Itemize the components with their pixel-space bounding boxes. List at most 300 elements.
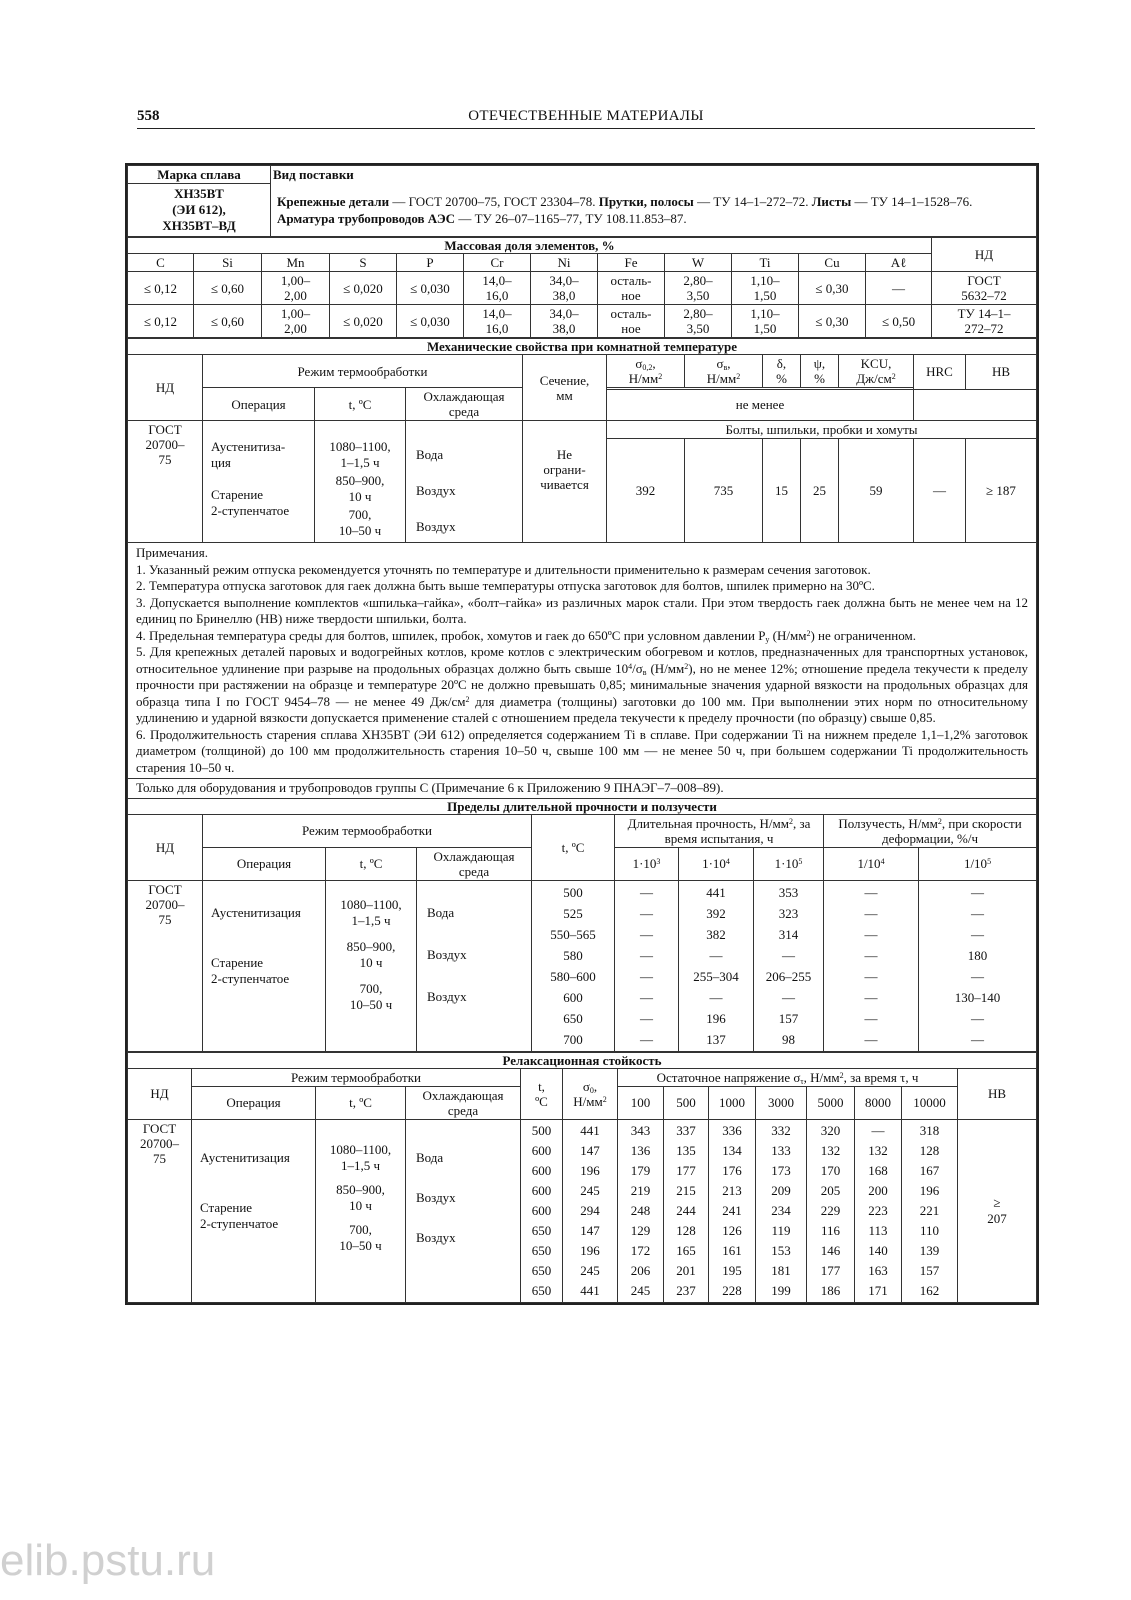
relax-cell: 234 <box>771 1202 791 1218</box>
relax-cooling <box>406 1119 521 1302</box>
material-datasheet <box>125 163 1039 1305</box>
composition-value: 14,0– 16,0 <box>464 272 531 305</box>
relax-cell: 294 <box>580 1202 600 1218</box>
relax-cell: 199 <box>771 1282 791 1298</box>
relax-cell: 500 <box>531 1122 552 1138</box>
relax-cell: 181 <box>771 1262 791 1278</box>
header-text: , за время τ, ч <box>843 1069 919 1085</box>
unit: Н/мм <box>706 371 737 386</box>
creep-cell: — <box>782 989 795 1005</box>
sigma-symbol: σ <box>582 1078 590 1094</box>
composition-value: 34,0– 38,0 <box>531 305 598 338</box>
creep-cell: 206–255 <box>765 968 812 984</box>
relax-cell: 336 <box>722 1122 742 1138</box>
mech-operations <box>203 421 315 543</box>
temp-regime: 850–900, 10 ч <box>336 1181 385 1213</box>
spacer <box>914 389 1037 420</box>
creep-cell: — <box>864 1010 878 1026</box>
note-text: для диаметра (толщины) заготовки до 100 мм. При выполнении этих норм по относительному удлинению и ударной вязкости допускается применение сталей с отношением предела текучести к пределу прочности (по образцу) свыше 0,85. <box>136 693 1028 725</box>
relax-temps <box>316 1119 406 1302</box>
relax-temp-header: t, ºC <box>316 1086 406 1119</box>
element-header: Fe <box>598 254 665 272</box>
element-header: S <box>330 254 397 272</box>
header-text: 1·10 <box>774 856 799 871</box>
creep-cell: — <box>864 968 878 984</box>
header-text: Длительная прочность, Н/мм <box>627 815 789 831</box>
creep-cell: 255–304 <box>693 968 739 984</box>
mech-hrc-value: — <box>914 439 966 543</box>
relax-cell: 441 <box>580 1282 600 1298</box>
relax-cell: 161 <box>722 1242 742 1258</box>
mechanical-table <box>127 338 1037 543</box>
cooling-medium: Вода <box>416 447 444 462</box>
element-header: Ti <box>732 254 799 272</box>
grade-table <box>127 165 1037 237</box>
creep-cell: — <box>640 947 653 963</box>
relax-cell: 215 <box>676 1182 696 1198</box>
composition-value: 1,00– 2,00 <box>262 272 330 305</box>
composition-value: 14,0– 16,0 <box>464 305 531 338</box>
composition-value: ≤ 0,12 <box>128 272 194 305</box>
relax-cell: 219 <box>630 1182 651 1198</box>
relax-cell: 221 <box>919 1202 940 1218</box>
sigma-symbol: σ <box>635 356 643 371</box>
relaxation-table <box>127 1052 1037 1303</box>
mech-reduction-value: 25 <box>801 439 839 543</box>
composition-table <box>127 237 1037 338</box>
relax-cell: 650 <box>531 1242 552 1258</box>
relax-col-t <box>521 1119 563 1302</box>
relax-col-5000 <box>807 1119 855 1302</box>
note-item: 6. Продолжительность старения сплава ХН35ВТ (ЭИ 612) определяется содержанием Ti в сплаве. При содержании Ti на нижнем пределе 1,1–1,2% заготовок диаметром (толщиной) до 100 мм продолжительность старения 10–50 ч, свыше 100 мм — не менее 50 ч, при большем содержании Ti продолжительность старения 10–50 ч. <box>136 726 1028 775</box>
grade-name: ХН35ВТ <box>174 186 224 201</box>
cooling-medium: Воздух <box>427 988 467 1004</box>
composition-nd-header: НД <box>932 238 1037 272</box>
creep-cell: — <box>864 947 878 963</box>
operation-aging: Старение 2-ступенчатое <box>211 487 290 518</box>
header-text: , за время испытания, ч <box>664 815 811 846</box>
composition-nd: ТУ 14–1– 272–72 <box>932 305 1037 338</box>
creep-temp-header: t, ºC <box>326 847 417 880</box>
relax-cell: 139 <box>919 1242 940 1258</box>
relax-cell: 177 <box>820 1262 841 1278</box>
composition-value: — <box>866 272 932 305</box>
relax-operations <box>192 1119 316 1302</box>
relax-cell: 600 <box>531 1182 552 1198</box>
creep-cell: 525 <box>563 905 583 921</box>
relax-nd-value: ГОСТ 20700– 75 <box>128 1119 192 1302</box>
creep-cell: 700 <box>563 1031 583 1047</box>
mech-operation-header: Операция <box>203 388 315 421</box>
creep-cell: — <box>971 968 984 984</box>
superscript: 2 <box>736 372 741 381</box>
relax-cell: 248 <box>630 1202 651 1218</box>
creep-cell: 130–140 <box>954 989 1001 1005</box>
relax-cell: 229 <box>820 1202 841 1218</box>
cooling-medium: Вода <box>427 904 455 920</box>
mech-tensile-header: $\sigma_в$, $Н/мм^2$ <box>685 355 763 388</box>
relax-time-header: 1000 <box>709 1086 756 1119</box>
unit: Н/мм <box>573 1093 603 1109</box>
creep-col-t <box>532 880 615 1051</box>
creep-cell: 323 <box>778 905 799 921</box>
creep-cell: 180 <box>967 947 988 963</box>
mech-reduction-header: ψ, % <box>801 355 839 388</box>
composition-value: 2,80– 3,50 <box>665 272 732 305</box>
relax-cell: 116 <box>820 1222 841 1238</box>
composition-value: ≤ 0,020 <box>330 305 397 338</box>
temp-regime: 1080–1100, 1–1,5 ч <box>340 896 402 928</box>
creep-col-1e5 <box>754 880 824 1051</box>
creep-cell: 353 <box>778 884 799 900</box>
relaxation-title: Релаксационная стойкость <box>128 1052 1037 1068</box>
creep-operation-header: Операция <box>203 847 326 880</box>
creep-cell: 650 <box>563 1010 583 1026</box>
subscript: τ <box>800 1076 804 1086</box>
note-text: (Н/мм <box>646 660 685 676</box>
relax-regime-header: Режим термообработки <box>192 1068 521 1086</box>
creep-cell: — <box>640 989 653 1005</box>
creep-cell: — <box>709 989 723 1005</box>
composition-nd: ГОСТ 5632–72 <box>932 272 1037 305</box>
relax-time-header: 100 <box>618 1086 664 1119</box>
relax-cell: 650 <box>531 1282 552 1298</box>
temp-regime: 700, 10–50 ч <box>338 507 382 538</box>
element-header: Mn <box>262 254 330 272</box>
superscript: 5 <box>987 857 992 866</box>
running-title: ОТЕЧЕСТВЕННЫЕ МАТЕРИАЛЫ <box>468 108 704 124</box>
mech-yield-header: $\sigma_{0,2}$, $Н/мм^2$ <box>607 355 685 388</box>
relax-cell: 245 <box>630 1282 651 1298</box>
creep-cell: — <box>971 1010 984 1026</box>
relax-cell: 209 <box>771 1182 791 1198</box>
relax-cell: 343 <box>630 1122 651 1138</box>
relax-cell: 135 <box>676 1142 696 1158</box>
relax-cell: 165 <box>676 1242 696 1258</box>
superscript: 2 <box>891 372 896 381</box>
relax-cell: 245 <box>580 1262 600 1278</box>
supply-text <box>271 184 1037 237</box>
relax-cell: 173 <box>771 1162 791 1178</box>
relax-cell: 213 <box>722 1182 742 1198</box>
temp-regime: 700, 10–50 ч <box>339 1221 382 1253</box>
relax-cell: 600 <box>531 1142 552 1158</box>
mech-cooling-header: Охлаждающая среда <box>406 388 523 421</box>
note-text: /σ <box>632 660 643 676</box>
relax-cell: 196 <box>919 1182 940 1198</box>
creep-cell: — <box>971 884 984 900</box>
creep-col-rate-1e4 <box>824 880 919 1051</box>
relax-cell: 146 <box>820 1242 841 1258</box>
composition-title: Массовая доля элементов, % <box>128 238 932 254</box>
relax-cell: 650 <box>531 1262 552 1278</box>
note-item: 3. Допускается выполнение комплектов «шпилька–гайка», «болт–гайка» из различных марок стали. При этом твердость гаек должна быть не менее чем на 12 единиц по Бринеллю (НВ) ниже твердости шпильки, болта. <box>136 594 1028 626</box>
relax-cell: 600 <box>531 1202 552 1218</box>
composition-value: ≤ 0,60 <box>194 272 262 305</box>
creep-cell: — <box>640 884 653 900</box>
creep-cell: 314 <box>778 926 799 942</box>
relax-cell: 320 <box>820 1122 841 1138</box>
relax-cell: 136 <box>630 1142 651 1158</box>
element-header: Si <box>194 254 262 272</box>
composition-value: 1,10– 1,50 <box>732 305 799 338</box>
creep-cell: — <box>640 926 653 942</box>
supply-item-standard: — ТУ 14–1–1528–76. <box>851 193 973 209</box>
relax-cell: 113 <box>868 1222 888 1238</box>
grade-name: ХН35ВТ–ВД <box>162 218 236 233</box>
mech-nd-header: НД <box>128 355 203 421</box>
creep-col-header <box>615 847 679 880</box>
element-header: W <box>665 254 732 272</box>
creep-cell: — <box>971 1031 984 1047</box>
relax-cell: 147 <box>580 1142 600 1158</box>
creep-col-rate-1e5 <box>919 880 1037 1051</box>
supply-item-name: Арматура трубопроводов АЭС <box>277 210 456 226</box>
notes-footer: Только для оборудования и трубопроводов группы С (Примечание 6 к Приложению 9 ПНАЭГ–7–008–89). <box>127 778 1037 798</box>
relax-t-header: t, ºC <box>521 1068 563 1119</box>
watermark: elib.pstu.ru <box>0 1536 216 1585</box>
relax-cell: 132 <box>820 1142 841 1158</box>
creep-cell: — <box>971 905 984 921</box>
element-header: Ni <box>531 254 598 272</box>
relax-col-s0 <box>563 1119 618 1302</box>
composition-value: ≤ 0,030 <box>397 305 464 338</box>
relax-cell: 318 <box>919 1122 940 1138</box>
temp-regime: 700, 10–50 ч <box>349 980 393 1012</box>
superscript: 3 <box>656 857 661 866</box>
header-text: , Н/мм <box>803 1069 840 1085</box>
superscript: 2 <box>839 1070 844 1080</box>
temp-regime: 1080–1100, 1–1,5 ч <box>329 439 391 470</box>
creep-cooling-header: Охлаждающая среда <box>417 847 532 880</box>
creep-cell: 580–600 <box>550 968 596 984</box>
creep-cell: — <box>971 926 984 942</box>
subscript: у <box>765 634 770 644</box>
composition-value: 34,0– 38,0 <box>531 272 598 305</box>
relax-cell: 650 <box>531 1222 552 1238</box>
composition-value: осталь- ное <box>598 305 665 338</box>
creep-cell: — <box>864 905 878 921</box>
superscript: 5 <box>798 857 803 866</box>
creep-cell: 157 <box>778 1010 799 1026</box>
relax-col-3000 <box>756 1119 807 1302</box>
relax-cell: 128 <box>676 1222 696 1238</box>
creep-t-header: t, ºC <box>532 814 615 880</box>
relax-cell: 153 <box>771 1242 791 1258</box>
mech-hrc-header: HRC <box>914 355 966 390</box>
supply-item-standard: — ГОСТ 20700–75, ГОСТ 23304–78. <box>389 193 599 209</box>
relax-cell: 245 <box>580 1182 600 1198</box>
element-header: P <box>397 254 464 272</box>
relax-time-header: 500 <box>664 1086 709 1119</box>
note-item: 1. Указанный режим отпуска рекомендуется уточнять по температуре и длительности применительно к размерам сечения заготовок. <box>136 561 871 577</box>
cooling-medium: Воздух <box>416 1189 456 1205</box>
superscript: 2 <box>684 661 689 671</box>
creep-cell: 550–565 <box>550 926 596 942</box>
element-header: C <box>128 254 194 272</box>
composition-value: 2,80– 3,50 <box>665 305 732 338</box>
creep-temps <box>326 880 417 1051</box>
creep-operations <box>203 880 326 1051</box>
mech-kcu-value: 59 <box>839 439 914 543</box>
mech-cooling <box>406 421 523 543</box>
relax-cell: 337 <box>676 1122 696 1138</box>
superscript: 4 <box>628 661 633 671</box>
relax-col-500 <box>664 1119 709 1302</box>
operation-austenitization: Аустенитизация <box>200 1149 290 1165</box>
relax-cell: 195 <box>722 1262 742 1278</box>
header-text: Ползучесть, Н/мм <box>838 815 938 831</box>
superscript: 2 <box>658 372 663 381</box>
relax-time-header: 10000 <box>902 1086 958 1119</box>
creep-col-header <box>824 847 919 880</box>
unit: Дж/см <box>856 371 892 386</box>
relax-cell: 441 <box>580 1122 600 1138</box>
grade-label: Марка сплава <box>128 166 271 184</box>
creep-col-1e3 <box>615 880 679 1051</box>
notes-title: Примечания. <box>136 545 208 560</box>
note-text: ), но не менее 12%; отношение предела текучести к пределу прочности при растяжении на образце и температуре 20ºC не должно превышать 0,85; минимальные значения ударной вязкости на продольных образцах для образца типа I по ГОСТ 9454–78 — не менее 49 Дж/см <box>136 660 1028 709</box>
creep-cell: — <box>864 1031 878 1047</box>
relax-cell: 132 <box>868 1142 888 1158</box>
relax-cell: 168 <box>868 1162 888 1178</box>
relax-cell: 162 <box>919 1282 940 1298</box>
relax-cell: 133 <box>771 1142 791 1158</box>
mech-not-less: не менее <box>607 389 914 420</box>
cooling-medium: Воздух <box>416 1229 456 1245</box>
subscript: 0,2 <box>642 363 653 372</box>
relax-cell: 126 <box>722 1222 742 1238</box>
relax-cooling-header: Охлаждающая среда <box>406 1086 521 1119</box>
creep-cell: 137 <box>706 1031 726 1047</box>
mech-elongation-header: δ, % <box>763 355 801 388</box>
creep-cell: — <box>640 905 653 921</box>
superscript: 2 <box>789 816 793 826</box>
creep-cell: — <box>640 968 653 984</box>
creep-cell: — <box>640 1010 653 1026</box>
creep-nd-header: НД <box>128 814 203 880</box>
creep-col-header <box>679 847 754 880</box>
subscript: в <box>642 667 647 677</box>
relax-cell: 170 <box>820 1162 841 1178</box>
creep-creep-header <box>824 814 1037 847</box>
relax-time-header: 8000 <box>855 1086 902 1119</box>
mech-temps <box>315 421 406 543</box>
creep-nd-value: ГОСТ 20700– 75 <box>128 880 203 1051</box>
mech-section-header: Сечение, мм <box>523 355 607 421</box>
relax-cell: 110 <box>919 1222 940 1238</box>
relax-hb-value: ≥ 207 <box>958 1119 1037 1302</box>
creep-cell: — <box>864 989 878 1005</box>
supply-item-name: Прутки, полосы <box>598 193 694 209</box>
notes <box>127 543 1037 778</box>
subscript: в <box>723 363 728 372</box>
header-text: 1·10 <box>632 856 657 871</box>
note-text: ) не ограниченном. <box>810 627 916 643</box>
composition-value: ≤ 0,30 <box>799 272 866 305</box>
creep-cell: 441 <box>706 884 726 900</box>
mech-section-value: Не ограни- чивается <box>523 421 607 543</box>
relax-cell: 223 <box>868 1202 888 1218</box>
superscript: 2 <box>465 694 470 704</box>
relax-cell: — <box>871 1122 885 1138</box>
superscript: 4 <box>880 857 885 866</box>
mechanical-title: Механические свойства при комнатной температуре <box>128 339 1037 355</box>
header-text: 1·10 <box>702 856 726 871</box>
creep-title: Пределы длительной прочности и ползучести <box>128 798 1037 814</box>
relax-cell: 206 <box>630 1262 651 1278</box>
relax-cell: 332 <box>771 1122 791 1138</box>
element-header: Aℓ <box>866 254 932 272</box>
relax-cell: 228 <box>722 1282 742 1298</box>
composition-value: 1,00– 2,00 <box>262 305 330 338</box>
composition-value: ≤ 0,50 <box>866 305 932 338</box>
cooling-medium: Воздух <box>416 519 456 534</box>
composition-value: ≤ 0,12 <box>128 305 194 338</box>
superscript: 2 <box>937 816 942 826</box>
mech-nd-value: ГОСТ 20700– 75 <box>128 421 203 543</box>
element-header: Cr <box>464 254 531 272</box>
creep-cell: — <box>864 884 878 900</box>
supply-item-standard: — ТУ 14–1–272–72. <box>693 193 812 209</box>
supply-item-standard: — ТУ 26–07–1165–77, ТУ 108.11.853–87. <box>455 210 687 226</box>
relax-cell: 186 <box>820 1282 841 1298</box>
cooling-medium: Воздух <box>416 483 456 498</box>
relax-cell: 147 <box>580 1222 600 1238</box>
relax-cell: 200 <box>868 1182 888 1198</box>
creep-cell: 580 <box>563 947 583 963</box>
operation-aging: Старение 2-ступенчатое <box>211 954 290 986</box>
mech-regime-header: Режим термообработки <box>203 355 523 388</box>
composition-value: ≤ 0,60 <box>194 305 262 338</box>
relax-operation-header: Операция <box>192 1086 316 1119</box>
creep-regime-header: Режим термообработки <box>203 814 532 847</box>
relax-cell: 179 <box>630 1162 651 1178</box>
creep-cell: — <box>782 947 795 963</box>
mech-tensile-value: 735 <box>685 439 763 543</box>
superscript: 2 <box>806 628 811 638</box>
creep-cell: 382 <box>706 926 726 942</box>
creep-cell: 196 <box>706 1010 726 1026</box>
relax-cell: 177 <box>676 1162 696 1178</box>
supply-item-name: Крепежные детали <box>277 193 390 209</box>
note-text: (Н/мм <box>769 627 807 643</box>
superscript: 4 <box>725 857 730 866</box>
creep-cell: — <box>864 926 878 942</box>
composition-value: ≤ 0,020 <box>330 272 397 305</box>
relax-col-1000 <box>709 1119 756 1302</box>
relax-cell: 205 <box>820 1182 841 1198</box>
relax-cell: 157 <box>919 1262 940 1278</box>
mech-yield-value: 392 <box>607 439 685 543</box>
element-header: Cu <box>799 254 866 272</box>
header-text: , при скорости деформации, %/ч <box>881 815 1022 846</box>
relax-cell: 140 <box>868 1242 888 1258</box>
composition-value: ≤ 0,030 <box>397 272 464 305</box>
mech-elongation-value: 15 <box>763 439 801 543</box>
relax-time-header: 3000 <box>756 1086 807 1119</box>
relax-cell: 237 <box>676 1282 696 1298</box>
supply-item-name: Листы <box>811 193 852 209</box>
cooling-medium: Вода <box>416 1149 444 1165</box>
creep-col-header <box>919 847 1037 880</box>
note-text: 4. Предельная температура среды для болтов, шпилек, пробок, хомутов и гаек до 650ºC при условном давлении Р <box>136 627 766 643</box>
creep-cooling <box>417 880 532 1051</box>
mech-kcu-header <box>839 355 914 388</box>
relax-cell: 171 <box>868 1282 888 1298</box>
sigma-symbol: σ <box>716 356 724 371</box>
unit: Н/мм <box>628 371 659 386</box>
